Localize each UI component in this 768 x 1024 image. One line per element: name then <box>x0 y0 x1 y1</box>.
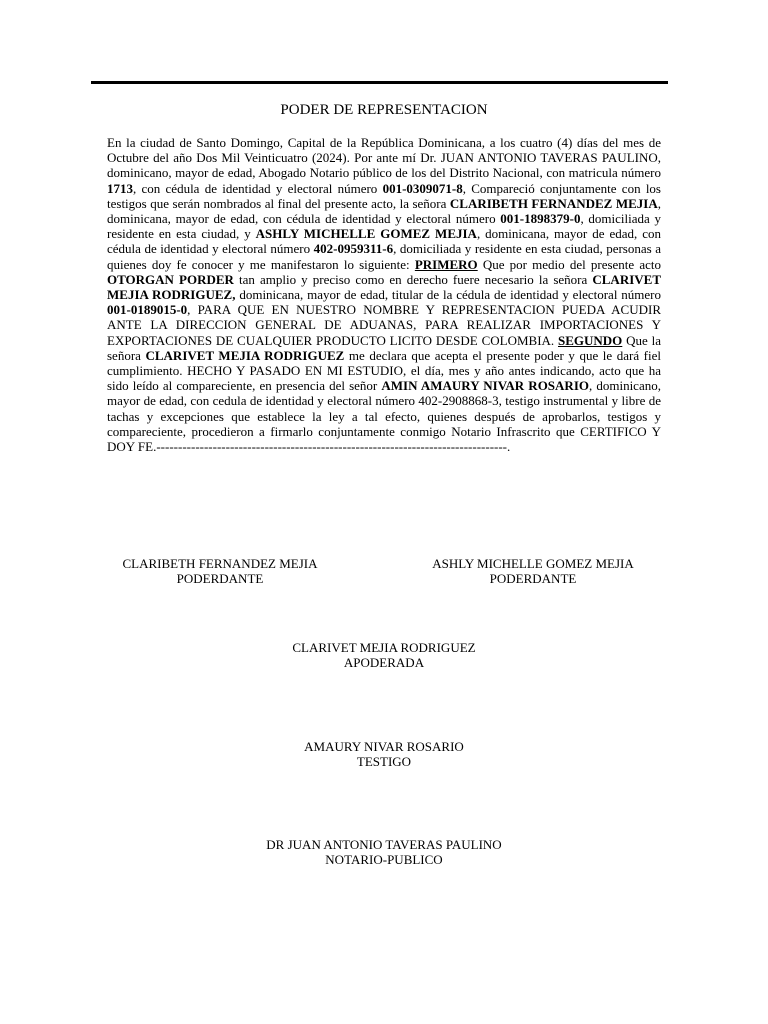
emphasized-text: ASHLY MICHELLE GOMEZ MEJIA <box>255 226 477 242</box>
signature-block-claribeth <box>100 556 340 586</box>
body-text-segment: me declara que acepta el presente poder y que le dará fiel cumplimiento. HECHO Y PASADO EN MI ESTUDIO, el día, mes y año antes indicando, acto que ha sido leído al compareciente, en presencia del señor <box>107 347 661 394</box>
emphasized-text: 001-1898379-0 <box>500 211 581 227</box>
signer-name: DR JUAN ANTONIO TAVERAS PAULINO <box>266 837 502 852</box>
signer-role: PODERDANTE <box>489 571 577 586</box>
signature-block-clarivet <box>234 640 534 670</box>
emphasized-text: 402-0959311-6 <box>313 241 394 257</box>
signer-name: AMAURY NIVAR ROSARIO <box>304 739 464 754</box>
document-title: PODER DE REPRESENTACION <box>280 102 488 118</box>
body-text-segment: , dominicano, mayor de edad, con cedula de identidad y electoral número 402-2908868-3, testigo instrumental y libre de tachas y excepciones que establece la ley a tal efecto, quienes después de aprobarlos, testigos y compareciente, procedieron a firmarlo conjuntamente conmigo Notario Infrascrito que CERTIFICO Y DOY FE.---------------------------------------------------------------------------------. <box>107 378 661 455</box>
body-text-segment: Que por medio del presente acto <box>477 256 661 272</box>
body-text-segment: Que la señora <box>107 332 661 363</box>
emphasized-text: CLARIVET MEJIA RODRIGUEZ <box>145 347 345 363</box>
signer-name: CLARIBETH FERNANDEZ MEJIA <box>122 556 318 571</box>
body-text-segment: , dominicana, mayor de edad, con cédula de identidad y electoral número <box>107 226 662 257</box>
signer-name: CLARIVET MEJIA RODRIGUEZ <box>292 640 476 655</box>
signer-name: ASHLY MICHELLE GOMEZ MEJIA <box>432 556 634 571</box>
body-text-segment: dominicana, mayor de edad, titular de la cédula de identidad y electoral número <box>235 287 661 303</box>
emphasized-text: CLARIVET MEJIA RODRIGUEZ, <box>107 271 661 303</box>
emphasized-text: 001-0309071-8 <box>382 180 463 196</box>
emphasized-text: PRIMERO <box>414 256 478 272</box>
signature-block-notary <box>214 837 554 867</box>
emphasized-text: CLARIBETH FERNANDEZ MEJIA <box>449 195 658 211</box>
body-text-segment: , domiciliada y residente en esta ciudad, personas a quienes doy fe conocer y me manifestaron lo siguiente: <box>107 241 661 272</box>
signature-block-ashly <box>408 556 658 586</box>
body-text-segment: , Compareció conjuntamente con los testigos que serán nombrados al final del presente acto, la señora <box>107 180 661 211</box>
body-text-segment: , domiciliada y residente en esta ciudad, y <box>107 211 661 242</box>
header-rule <box>91 81 668 84</box>
signature-block-witness <box>234 739 534 769</box>
signer-role: APODERADA <box>343 655 425 670</box>
body-text-segment: tan amplio y preciso como en derecho fuere necesario la señora <box>233 271 593 287</box>
document-body <box>107 135 661 454</box>
emphasized-text: OTORGAN PORDER <box>107 271 234 287</box>
body-text-segment: , con cédula de identidad y electoral número <box>133 180 383 196</box>
emphasized-text: SEGUNDO <box>558 332 623 348</box>
emphasized-text: 1713 <box>107 180 133 196</box>
signer-role: NOTARIO-PUBLICO <box>325 852 443 867</box>
body-text-segment: , PARA QUE EN NUESTRO NOMBRE Y REPRESENTACION PUEDA ACUDIR ANTE LA DIRECCION GENERAL DE ADUANAS, PARA REALIZAR IMPORTACIONES Y EXPORTACIONES DE CUALQUIER PRODUCTO LICITO DESDE COLOMBIA. <box>107 302 661 348</box>
emphasized-text: 001-0189015-0 <box>107 302 188 318</box>
body-text-segment: , dominicana, mayor de edad, con cédula de identidad y electoral número <box>107 195 661 227</box>
emphasized-text: AMIN AMAURY NIVAR ROSARIO <box>381 378 589 394</box>
signer-role: TESTIGO <box>356 754 412 769</box>
body-text-segment: En la ciudad de Santo Domingo, Capital de la República Dominicana, a los cuatro (4) días del mes de Octubre del año Dos Mil Veinticuatro (2024). Por ante mí Dr. JUAN ANTONIO TAVERAS PAULINO, dominicano, mayor de edad, Abogado Notario público de los del Distrito Nacional, con matricula número <box>107 135 661 181</box>
signer-role: PODERDANTE <box>176 571 264 586</box>
